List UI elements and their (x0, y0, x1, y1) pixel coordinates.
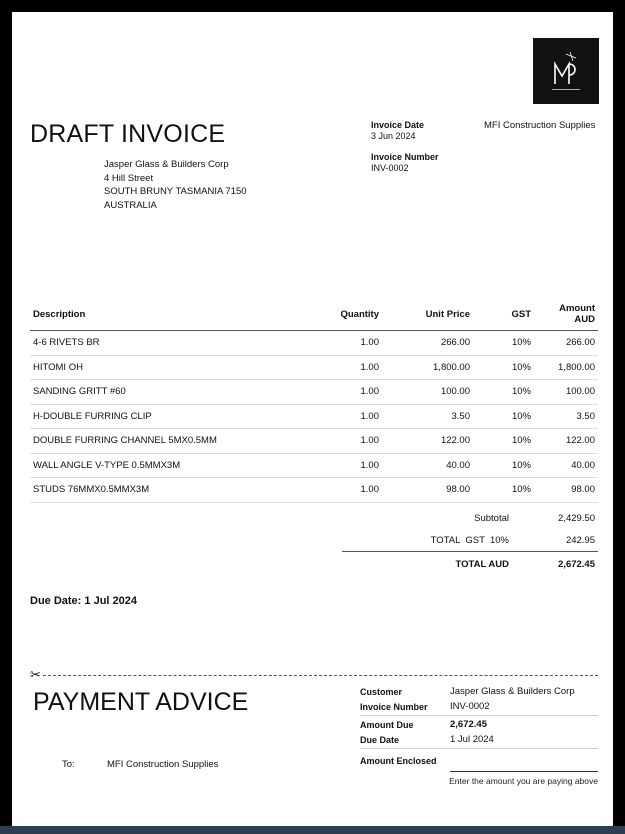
dashed-divider (43, 675, 598, 676)
to-label: To: (62, 759, 75, 770)
cell-amount: 122.00 (534, 429, 598, 454)
amount-enclosed-row (360, 751, 598, 771)
invoice-page (12, 12, 613, 826)
table-row (30, 453, 598, 478)
bill-to-line: 4 Hill Street (104, 172, 154, 184)
bill-to-line: AUSTRALIA (104, 199, 157, 211)
cell-description: 4-6 RIVETS BR (30, 331, 306, 356)
cell-description: WALL ANGLE V-TYPE 0.5MMX3M (30, 453, 306, 478)
logo-mark-icon (546, 48, 586, 94)
col-description: Description (30, 303, 306, 331)
total-row (342, 551, 598, 576)
invoice-date-label: Invoice Date (371, 120, 425, 130)
invoice-date: 3 Jun 2024 (371, 131, 416, 141)
invoice-title: DRAFT INVOICE (30, 120, 226, 148)
company-logo (533, 38, 599, 104)
cell-quantity: 1.00 (306, 453, 382, 478)
subtotal-label: Subtotal (474, 512, 509, 524)
cell-amount: 1,800.00 (534, 355, 598, 380)
line-items-table (30, 303, 598, 503)
amount-due-value: 2,672.45 (450, 719, 487, 730)
gst-value: 242.95 (565, 534, 595, 546)
subtotal-value: 2,429.50 (558, 512, 595, 524)
bill-to-line: Jasper Glass & Builders Corp (104, 159, 229, 170)
cell-description: SANDING GRITT #60 (30, 380, 306, 405)
total-value: 2,672.45 (558, 558, 595, 570)
cell-description: DOUBLE FURRING CHANNEL 5MX0.5MM (30, 429, 306, 454)
window-bottom-bar (0, 826, 625, 834)
cell-gst: 10% (473, 453, 534, 478)
to-value: MFI Construction Supplies (107, 759, 219, 770)
cell-quantity: 1.00 (306, 429, 382, 454)
customer-label: Customer (360, 686, 403, 697)
col-quantity: Quantity (306, 303, 382, 331)
cell-description: H-DOUBLE FURRING CLIP (30, 404, 306, 429)
bill-to-line: SOUTH BRUNY TASMANIA 7150 (104, 186, 247, 197)
cell-unit-price: 3.50 (382, 404, 473, 429)
table-row (30, 355, 598, 380)
subtotal-row (342, 507, 598, 529)
cell-quantity: 1.00 (306, 380, 382, 405)
pa-invoice-number-label: Invoice Number (360, 701, 428, 712)
payment-advice-details (360, 684, 598, 786)
total-label: TOTAL AUD (455, 558, 509, 570)
pa-invoice-number-row (360, 699, 598, 714)
customer-value: Jasper Glass & Builders Corp (450, 686, 575, 697)
cell-unit-price: 122.00 (382, 429, 473, 454)
cell-amount: 98.00 (534, 478, 598, 503)
supplier-name: MFI Construction Supplies (484, 120, 596, 131)
cell-unit-price: 266.00 (382, 331, 473, 356)
payment-advice-title: PAYMENT ADVICE (33, 688, 249, 716)
col-amount: Amount AUD (534, 303, 598, 331)
cell-unit-price: 1,800.00 (382, 355, 473, 380)
pa-due-date-label: Due Date (360, 734, 400, 745)
amount-due-label: Amount Due (360, 719, 414, 730)
scissors-icon: ✂ (30, 667, 41, 682)
totals-block (342, 507, 598, 576)
pa-invoice-number-value: INV-0002 (450, 701, 490, 712)
cell-gst: 10% (473, 331, 534, 356)
table-header-row (30, 303, 598, 331)
invoice-number: INV-0002 (371, 163, 409, 173)
cell-description: HITOMI OH (30, 355, 306, 380)
cell-amount: 3.50 (534, 404, 598, 429)
cell-unit-price: 100.00 (382, 380, 473, 405)
cell-unit-price: 40.00 (382, 453, 473, 478)
pa-due-date-value: 1 Jul 2024 (450, 734, 494, 745)
cell-quantity: 1.00 (306, 478, 382, 503)
cell-gst: 10% (473, 355, 534, 380)
cut-line (30, 667, 598, 682)
cell-description: STUDS 76MMX0.5MMX3M (30, 478, 306, 503)
cell-amount: 100.00 (534, 380, 598, 405)
amount-due-row (360, 717, 598, 732)
table-row (30, 404, 598, 429)
amount-enclosed-label: Amount Enclosed (360, 756, 437, 766)
amount-enclosed-field[interactable] (450, 771, 598, 772)
cell-quantity: 1.00 (306, 355, 382, 380)
amount-enclosed-hint: Enter the amount you are paying above (449, 776, 598, 786)
invoice-meta (371, 120, 439, 174)
gst-label: TOTAL GST 10% (430, 534, 509, 546)
pa-due-date-row (360, 732, 598, 747)
cell-gst: 10% (473, 380, 534, 405)
col-gst: GST (473, 303, 534, 331)
bill-to-address (104, 158, 247, 212)
col-unit-price: Unit Price (382, 303, 473, 331)
cell-unit-price: 98.00 (382, 478, 473, 503)
cell-quantity: 1.00 (306, 331, 382, 356)
table-row (30, 478, 598, 503)
cell-amount: 40.00 (534, 453, 598, 478)
cell-gst: 10% (473, 478, 534, 503)
table-row (30, 380, 598, 405)
cell-gst: 10% (473, 404, 534, 429)
cell-quantity: 1.00 (306, 404, 382, 429)
cell-amount: 266.00 (534, 331, 598, 356)
cell-gst: 10% (473, 429, 534, 454)
gst-row (342, 529, 598, 551)
customer-row (360, 684, 598, 699)
table-row (30, 429, 598, 454)
table-row (30, 331, 598, 356)
invoice-number-label: Invoice Number (371, 152, 439, 162)
due-date: Due Date: 1 Jul 2024 (30, 595, 137, 607)
